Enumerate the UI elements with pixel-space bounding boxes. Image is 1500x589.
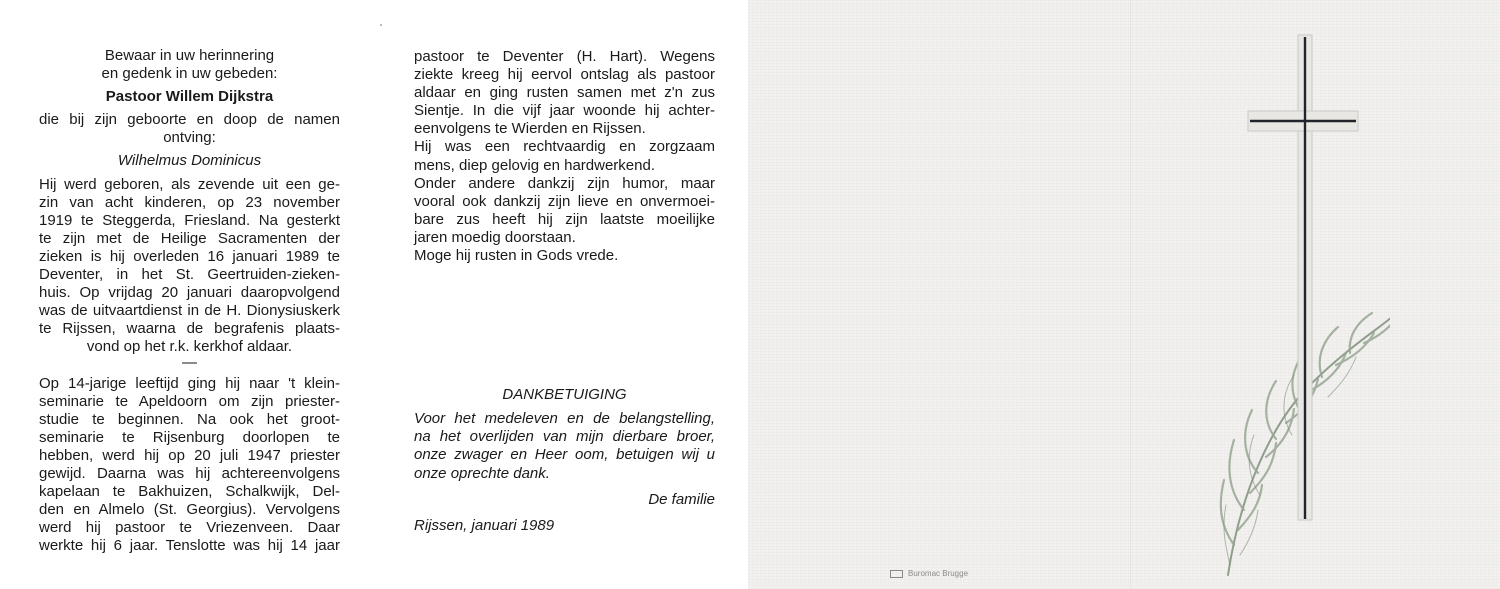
text-line: aldaar en ging rusten samen met z'n zus bbox=[414, 84, 715, 102]
intro-line: Bewaar in uw herinnering bbox=[104, 47, 275, 64]
fold-line bbox=[1130, 0, 1131, 589]
given-names: Wilhelmus Dominicus bbox=[117, 152, 262, 170]
text-line: gewijd. Daarna was hij achtereenvolgens bbox=[39, 464, 340, 482]
biography-paragraph-3 bbox=[414, 48, 715, 265]
thanks-text bbox=[414, 410, 715, 482]
biography-paragraph-1 bbox=[39, 176, 340, 357]
text-line: zieken is hij overleden 16 januari 1989 te bbox=[39, 247, 340, 265]
text-line: 1919 te Steggerda, Friesland. Na gesterkt bbox=[39, 211, 340, 229]
column-left bbox=[39, 47, 340, 555]
text-line: kapelaan te Bakhuizen, Schalkwijk, Del- bbox=[39, 483, 340, 501]
text-line: hebben, werd hij op 20 juli 1947 priester bbox=[39, 446, 340, 464]
birth-names-line: die bij zijn geboorte en doop de namen bbox=[39, 111, 340, 129]
biography-paragraph-2 bbox=[39, 375, 340, 556]
text-line: Onder andere dankzij zijn humor, maar bbox=[414, 174, 715, 192]
text-line: Deventer, in het St. Geertruiden-zieken- bbox=[39, 266, 340, 284]
birth-names-line: ontving: bbox=[163, 129, 216, 147]
text-line: mens, diep gelovig en hardwerkend. bbox=[414, 156, 655, 174]
text-line: jaren moedig doorstaan. bbox=[414, 228, 576, 246]
printer-credit bbox=[890, 569, 968, 578]
text-line: was de uitvaartdienst in de H. Dionysiuskerk bbox=[39, 302, 340, 320]
intro-line: en gedenk in uw gebeden: bbox=[101, 65, 278, 83]
text-line: te zijn met de Heilige Sacramenten der bbox=[39, 229, 340, 247]
text-line: werkte hij 6 jaar. Tenslotte was hij 14 jaar bbox=[39, 537, 340, 555]
text-line: den en Almelo (St. Georgius). Vervolgens bbox=[39, 501, 340, 519]
cross-illustration bbox=[1200, 25, 1390, 585]
text-line: seminarie te Apeldoorn om zijn priester- bbox=[39, 392, 340, 410]
text-line: seminarie te Rijsenburg doorlopen te bbox=[39, 428, 340, 446]
text-line: te Rijssen, waarna de begrafenis plaats- bbox=[39, 320, 340, 338]
text-line: Moge hij rusten in Gods vrede. bbox=[414, 247, 619, 265]
text-line: bare zus heeft hij zijn laatste moeilijke bbox=[414, 210, 715, 228]
text-line: Hij werd geboren, als zevende uit een ge- bbox=[39, 175, 340, 193]
text-line: Op 14-jarige leeftijd ging hij naar 't klein- bbox=[39, 374, 340, 392]
text-line: na het overlijden van mijn dierbare broer, bbox=[414, 428, 715, 446]
place-date: Rijssen, januari 1989 bbox=[414, 516, 555, 534]
column-right bbox=[414, 48, 715, 535]
text-line: huis. Op vrijdag 20 januari daaropvolgend bbox=[39, 284, 340, 302]
text-line: studie te beginnen. Na ook het groot- bbox=[39, 410, 340, 428]
cross-icon bbox=[1248, 35, 1358, 520]
deceased-name: Pastoor Willem Dijkstra bbox=[105, 88, 274, 106]
printer-logo-icon bbox=[890, 570, 903, 578]
text-line: onze oprechte dank. bbox=[414, 464, 550, 482]
text-line: Voor het medeleven en de belangstelling, bbox=[414, 410, 715, 428]
signature: De familie bbox=[648, 490, 715, 508]
text-line: eenvolgens te Wierden en Rijssen. bbox=[414, 120, 646, 138]
text-line: vond op het r.k. kerkhof aldaar. bbox=[86, 338, 293, 356]
thanks-heading: DANKBETUIGING bbox=[502, 386, 627, 404]
printer-credit-text: Buromac Brugge bbox=[908, 569, 969, 578]
text-line: pastoor te Deventer (H. Hart). Wegens bbox=[414, 48, 715, 65]
text-line: Hij was een rechtvaardig en zorgzaam bbox=[414, 138, 715, 156]
text-line: werd hij pastoor te Vriezenveen. Daar bbox=[39, 519, 340, 537]
text-line: onze zwager en Heer oom, betuigen wij u bbox=[414, 446, 715, 464]
text-line: ziekte kreeg hij eervol ontslag als pastoor bbox=[414, 66, 715, 84]
text-line: vooral ook dankzij zijn lieve en onvermoei- bbox=[414, 192, 715, 210]
text-line: zin van acht kinderen, op 23 november bbox=[39, 193, 340, 211]
text-line: Sientje. In die vijf jaar woonde hij achter- bbox=[414, 102, 715, 120]
separator-dash: — bbox=[182, 353, 197, 371]
ink-speck bbox=[380, 24, 382, 26]
